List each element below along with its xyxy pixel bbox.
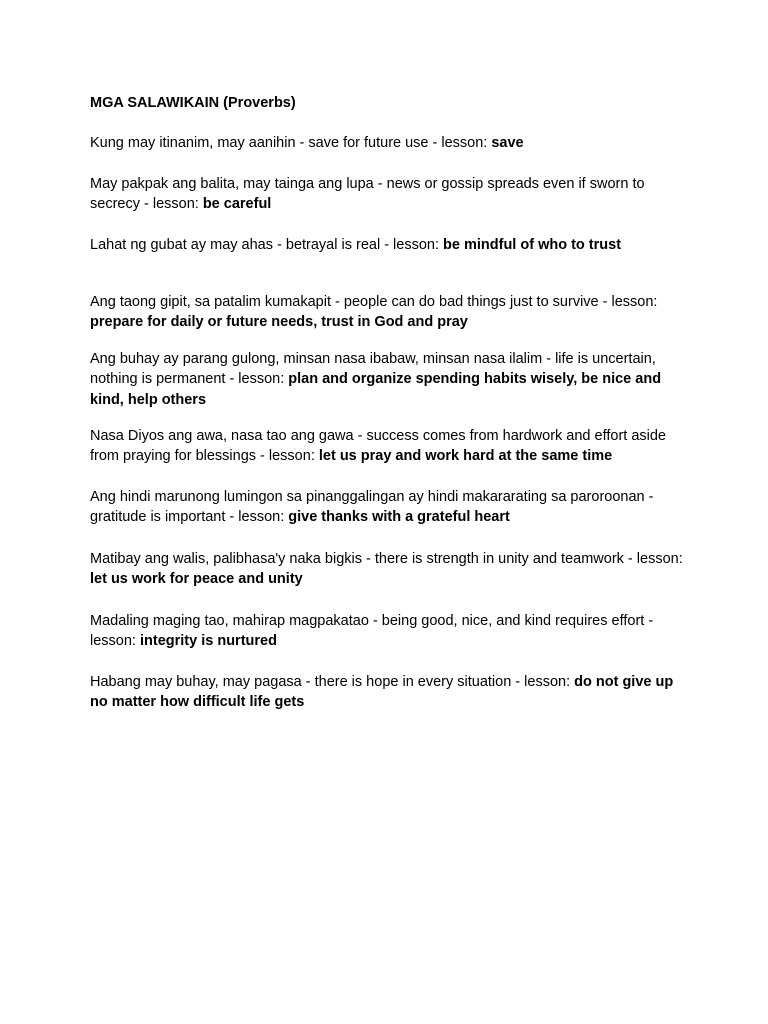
proverb-item [90,487,690,528]
proverb-text: Madaling maging tao, mahirap magpakatao - being good, nice, and kind requires effort - lesson: [90,613,654,650]
proverb-lesson: let us pray and work hard at the same time [318,448,613,465]
proverb-text: May pakpak ang balita, may tainga ang lupa - news or gossip spreads even if sworn to secrecy - lesson: [90,176,645,213]
proverb-item [90,292,690,333]
proverb-lesson: integrity is nurtured [139,633,277,650]
proverb-lesson: be careful [202,196,272,213]
proverb-item [90,672,690,713]
proverb-text: Ang buhay ay parang gulong, minsan nasa ibabaw, minsan nasa ilalim - life is uncertain, nothing is permanent - lesson: [90,351,656,388]
proverb-text: Ang hindi marunong lumingon sa pinanggalingan ay hindi makararating sa paroroonan - gratitude is important - lesson: [90,489,654,526]
proverb-text: Habang may buhay, may pagasa - there is hope in every situation - lesson: [90,674,575,690]
proverb-lesson: let us work for peace and unity [90,571,303,588]
proverb-text: Kung may itinanim, may aanihin - save for future use - lesson: [90,135,492,151]
proverb-lesson: plan and organize spending habits wisely, be nice and kind, help others [90,371,662,408]
proverb-item [90,611,690,652]
document-title: MGA SALAWIKAIN (Proverbs) [90,95,296,111]
proverb-lesson: be mindful of who to trust [443,237,622,253]
proverb-item [90,349,690,410]
proverb-item [90,426,690,467]
proverb-item [90,174,690,215]
proverb-lesson: do not give up no matter how difficult life gets [90,674,674,711]
proverb-text: Ang taong gipit, sa patalim kumakapit - people can do bad things just to survive - lesson: [90,294,658,310]
proverb-item [90,133,690,153]
proverb-lesson: give thanks with a grateful heart [288,509,510,526]
proverb-item [90,235,690,255]
proverb-lesson: save [491,135,524,151]
proverb-item [90,549,690,590]
proverb-text: Lahat ng gubat ay may ahas - betrayal is real - lesson: [90,237,444,253]
proverb-text: Matibay ang walis, palibhasa'y naka bigkis - there is strength in unity and teamwork - lesson: [90,551,683,567]
proverb-text: Nasa Diyos ang awa, nasa tao ang gawa - success comes from hardwork and effort aside from praying for blessings - lesson: [90,428,666,465]
proverb-lesson: prepare for daily or future needs, trust in God and pray [90,314,468,331]
